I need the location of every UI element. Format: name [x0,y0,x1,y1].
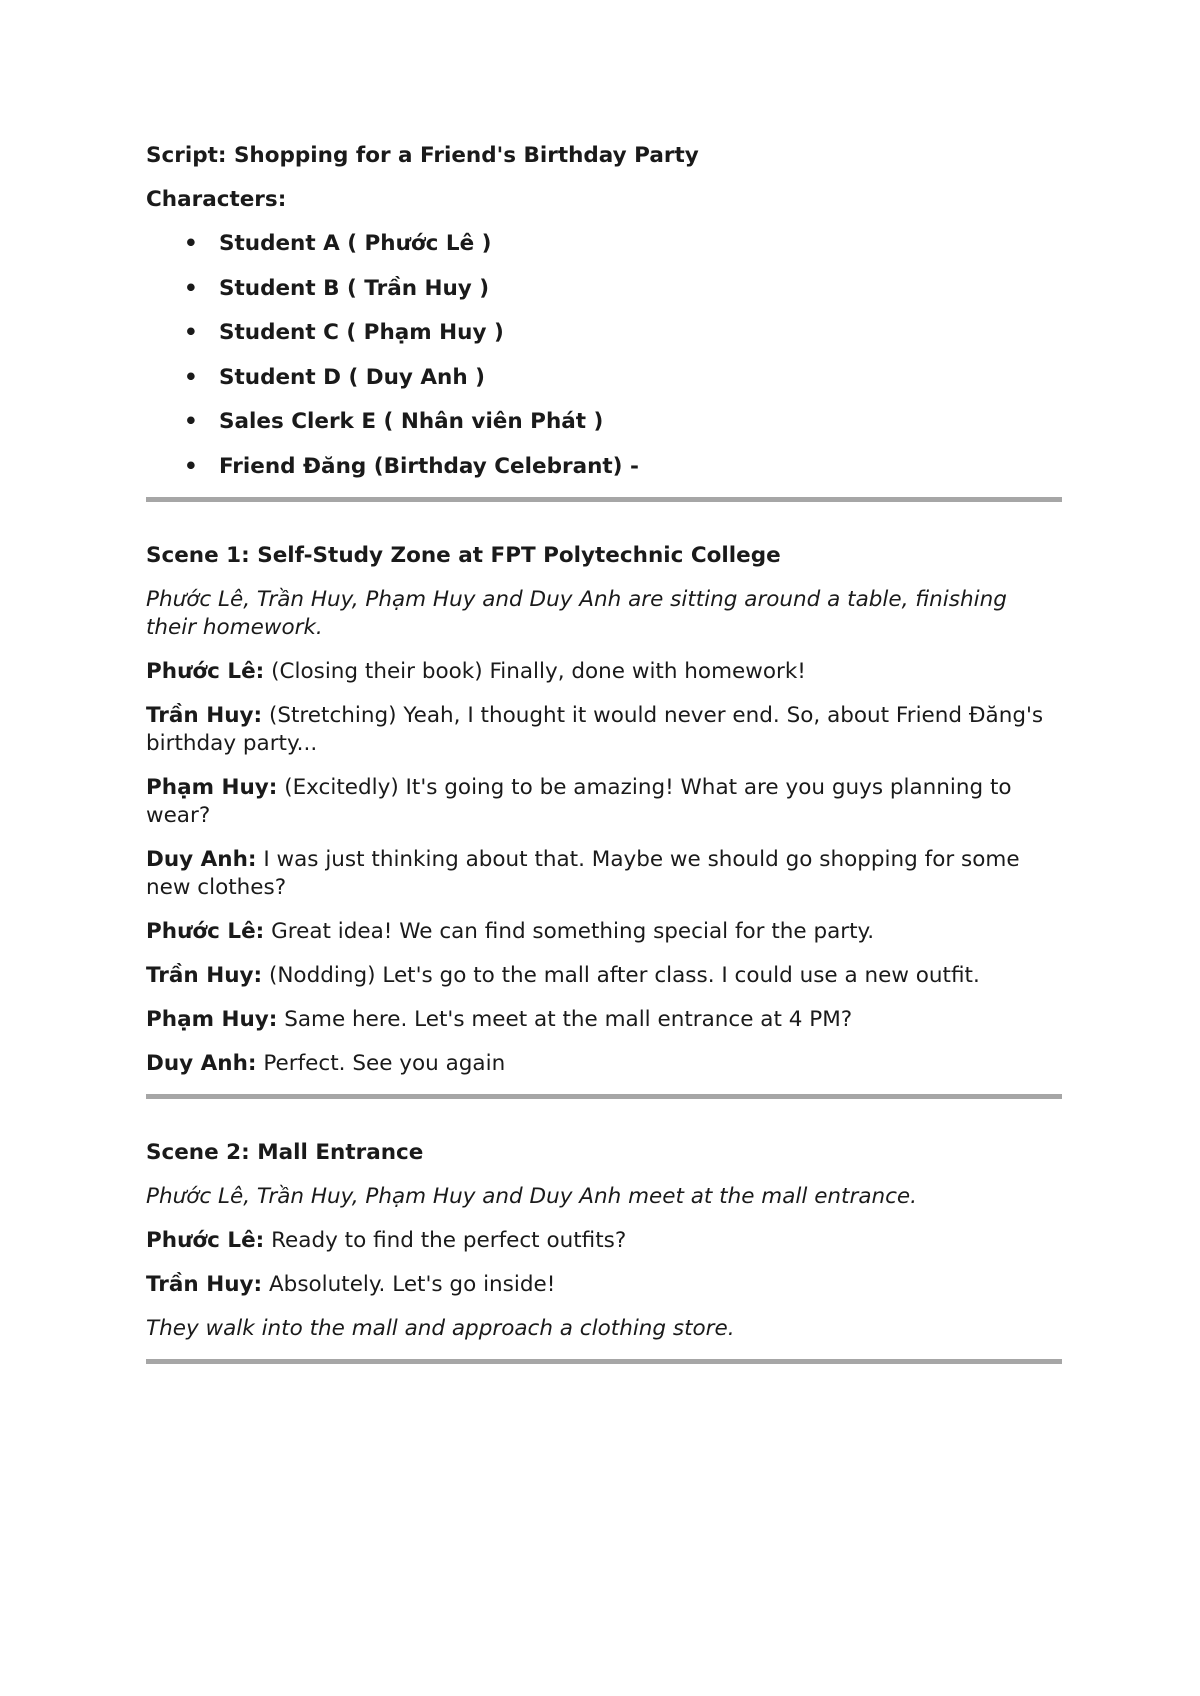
bullet-icon: • [184,364,198,390]
character-name: Friend Đăng (Birthday Celebrant) - [219,453,639,479]
dialogue-text: Same here. Let's meet at the mall entrance at 4 PM? [277,1007,853,1032]
dialogue-line [146,774,1062,830]
dialogue-text: Absolutely. Let's go inside! [262,1272,556,1297]
dialogue-line [146,1050,1062,1078]
dialogue-text: Perfect. See you again [256,1051,506,1076]
speaker-name: Phước Lê: [146,659,265,684]
dialogue-line [146,962,1062,990]
list-item [146,230,1062,258]
speaker-name: Phạm Huy: [146,1007,278,1032]
speaker-name: Phạm Huy: [146,775,278,800]
bullet-icon: • [184,231,198,256]
horizontal-rule [146,1094,1062,1099]
dialogue-text: Ready to find the perfect outfits? [264,1228,627,1253]
horizontal-rule [146,1359,1062,1364]
dialogue-line [146,1227,1062,1255]
dialogue-line [146,846,1062,902]
dialogue-text: (Excitedly) It's going to be amazing! What are you guys planning to wear? [146,775,1012,828]
list-item [146,319,1062,347]
dialogue-line [146,918,1062,946]
speaker-name: Trần Huy: [146,1272,263,1297]
document-title: Script: Shopping for a Friend's Birthday Party [146,143,699,168]
character-name: Student A ( Phước Lê ) [219,231,492,256]
list-item [146,364,1062,392]
characters-heading: Characters: [146,187,287,212]
characters-list [146,230,1062,481]
list-item [146,453,1062,481]
speaker-name: Phước Lê: [146,1228,265,1253]
dialogue-line [146,1006,1062,1034]
list-item [146,408,1062,436]
scene-1-heading: Scene 1: Self-Study Zone at FPT Polytechnic College [146,543,781,568]
dialogue-text: (Closing their book) Finally, done with homework! [264,659,806,684]
character-name: Sales Clerk E ( Nhân viên Phát ) [219,409,604,434]
bullet-icon: • [184,275,198,301]
dialogue-text: Great idea! We can find something special for the party. [264,919,875,944]
character-name: Student D ( Duy Anh ) [219,364,485,390]
speaker-name: Trần Huy: [146,703,263,728]
speaker-name: Trần Huy: [146,963,263,988]
bullet-icon: • [184,409,198,434]
stage-direction: They walk into the mall and approach a clothing store. [146,1316,735,1341]
horizontal-rule [146,497,1062,502]
stage-direction: Phước Lê, Trần Huy, Phạm Huy and Duy Anh meet at the mall entrance. [146,1184,917,1209]
list-item [146,275,1062,303]
scene-2-heading: Scene 2: Mall Entrance [146,1140,424,1165]
dialogue-line [146,702,1062,758]
dialogue-text: (Stretching) Yeah, I thought it would never end. So, about Friend Đăng's birthday party... [146,703,1044,756]
dialogue-line [146,658,1062,686]
speaker-name: Duy Anh: [146,1051,257,1076]
document-page [146,142,1062,1404]
character-name: Student B ( Trần Huy ) [219,275,490,301]
dialogue-text: I was just thinking about that. Maybe we should go shopping for some new clothes? [146,847,1020,900]
dialogue-text: (Nodding) Let's go to the mall after class. I could use a new outfit. [262,963,980,988]
character-name: Student C ( Phạm Huy ) [219,320,504,345]
bullet-icon: • [184,453,198,479]
speaker-name: Phước Lê: [146,919,265,944]
stage-direction: Phước Lê, Trần Huy, Phạm Huy and Duy Anh are sitting around a table, finishing their homework. [146,587,1007,640]
speaker-name: Duy Anh: [146,847,257,872]
bullet-icon: • [184,320,198,345]
dialogue-line [146,1271,1062,1299]
